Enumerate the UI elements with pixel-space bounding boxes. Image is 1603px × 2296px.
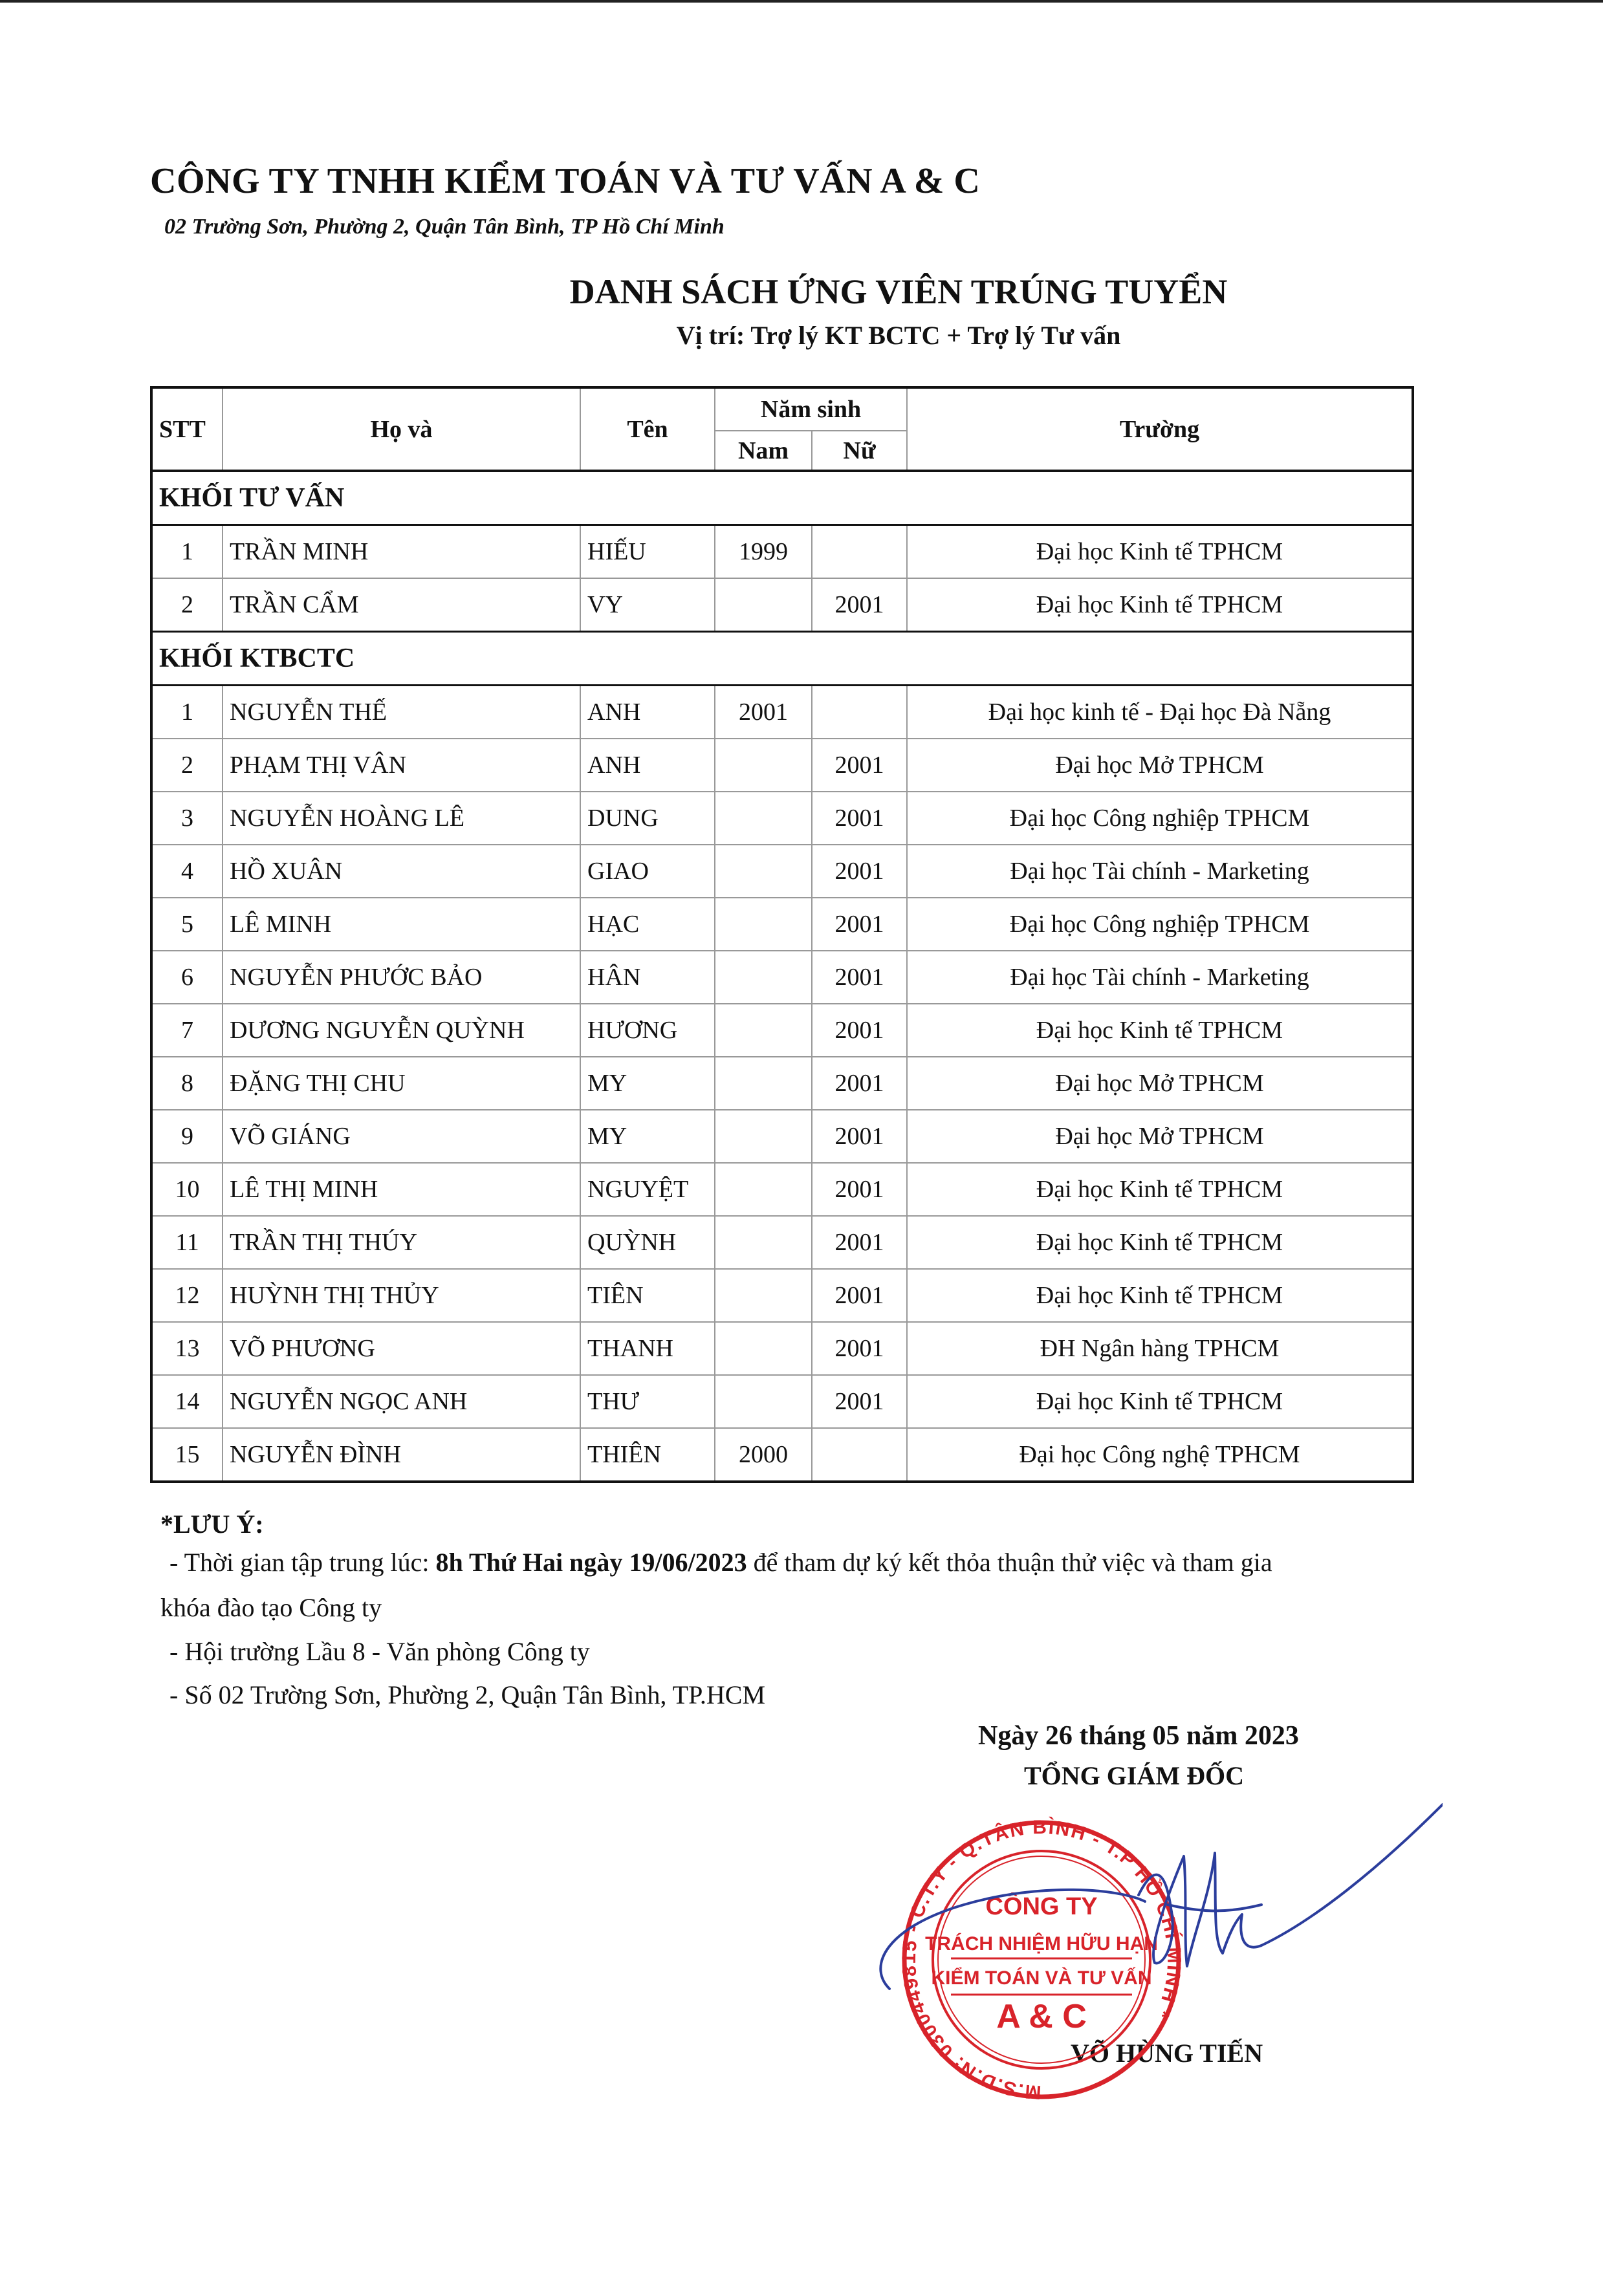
- cell-ten: ANH: [580, 686, 715, 739]
- cell-stt: 5: [151, 898, 223, 951]
- cell-truong: Đại học Mở TPHCM: [907, 739, 1413, 792]
- top-border-line: [0, 0, 1603, 3]
- cell-stt: 11: [151, 1216, 223, 1269]
- note-line-1-prefix: - Thời gian tập trung lúc:: [169, 1548, 436, 1577]
- cell-nu: 2001: [812, 1375, 907, 1428]
- cell-nu: 2001: [812, 1269, 907, 1322]
- cell-stt: 10: [151, 1163, 223, 1216]
- cell-truong: Đại học Kinh tế TPHCM: [907, 1216, 1413, 1269]
- cell-nam: 1999: [715, 525, 812, 579]
- section-title: KHỐI KTBCTC: [151, 632, 1413, 686]
- cell-stt: 3: [151, 792, 223, 845]
- cell-truong: Đại học Kinh tế TPHCM: [907, 1269, 1413, 1322]
- cell-ten: DUNG: [580, 792, 715, 845]
- cell-nu: 2001: [812, 845, 907, 898]
- cell-nu: 2001: [812, 1110, 907, 1163]
- section-title: KHỐI TƯ VẤN: [151, 471, 1413, 525]
- table-row: [151, 686, 1413, 739]
- cell-stt: 12: [151, 1269, 223, 1322]
- cell-stt: 2: [151, 578, 223, 632]
- cell-ten: HIẾU: [580, 525, 715, 579]
- cell-nam: [715, 1004, 812, 1057]
- cell-ho-va: LÊ MINH: [223, 898, 580, 951]
- cell-truong: Đại học Kinh tế TPHCM: [907, 578, 1413, 632]
- document-title: [0, 272, 1603, 312]
- cell-nam: [715, 1110, 812, 1163]
- cell-ten: THANH: [580, 1322, 715, 1375]
- cell-nu: 2001: [812, 1322, 907, 1375]
- cell-nam: 2000: [715, 1428, 812, 1482]
- cell-ten: THƯ: [580, 1375, 715, 1428]
- table-row: [151, 1216, 1413, 1269]
- table-row: [151, 951, 1413, 1004]
- table-row: [151, 1428, 1413, 1482]
- svg-text:A & C: A & C: [996, 1998, 1087, 2035]
- table-header: [151, 387, 1413, 471]
- svg-text:CÔNG TY: CÔNG TY: [985, 1893, 1098, 1920]
- cell-ho-va: TRẦN MINH: [223, 525, 580, 579]
- cell-ten: HƯƠNG: [580, 1004, 715, 1057]
- table-row: [151, 1110, 1413, 1163]
- svg-text:M.S.D.N: 0300449815 - C.T.Y -: M.S.D.N: 0300449815 - C.T.Y - Q.TÂN BÌNH - T.P HỒ CHÍ MINH *: [898, 1816, 1185, 2103]
- cell-ten: HẠC: [580, 898, 715, 951]
- section-row: [151, 632, 1413, 686]
- cell-nam: [715, 898, 812, 951]
- cell-ten: VY: [580, 578, 715, 632]
- position-subtitle-text: Vị trí: Trợ lý KT BCTC + Trợ lý Tư vấn: [676, 321, 1121, 350]
- table-row: [151, 898, 1413, 951]
- header-stt: STT: [151, 387, 223, 471]
- handwritten-signature: [860, 1792, 1443, 2050]
- cell-ten: HÂN: [580, 951, 715, 1004]
- svg-text:KIỂM TOÁN VÀ TƯ VẤN: KIỂM TOÁN VÀ TƯ VẤN: [931, 1967, 1152, 1989]
- table-row: [151, 1163, 1413, 1216]
- note-line-1: [169, 1547, 1272, 1577]
- cell-nu: [812, 1428, 907, 1482]
- cell-nu: 2001: [812, 898, 907, 951]
- cell-nu: 2001: [812, 951, 907, 1004]
- cell-ten: MY: [580, 1110, 715, 1163]
- cell-nu: 2001: [812, 1216, 907, 1269]
- cell-nam: [715, 1269, 812, 1322]
- cell-nu: 2001: [812, 1057, 907, 1110]
- cell-ten: NGUYỆT: [580, 1163, 715, 1216]
- cell-stt: 14: [151, 1375, 223, 1428]
- cell-ten: QUỲNH: [580, 1216, 715, 1269]
- note-line-3: - Số 02 Trường Sơn, Phường 2, Quận Tân Bình, TP.HCM: [169, 1680, 766, 1709]
- cell-ho-va: NGUYỄN ĐÌNH: [223, 1428, 580, 1482]
- table-body-2: [151, 632, 1413, 1482]
- cell-ho-va: DƯƠNG NGUYỄN QUỲNH: [223, 1004, 580, 1057]
- cell-truong: Đại học Tài chính - Marketing: [907, 845, 1413, 898]
- cell-nam: [715, 792, 812, 845]
- cell-stt: 1: [151, 525, 223, 579]
- table-row: [151, 578, 1413, 632]
- cell-nam: [715, 845, 812, 898]
- cell-truong: Đại học Công nghệ TPHCM: [907, 1428, 1413, 1482]
- cell-nu: [812, 686, 907, 739]
- cell-nu: 2001: [812, 1004, 907, 1057]
- cell-stt: 9: [151, 1110, 223, 1163]
- note-title: *LƯU Ý:: [160, 1510, 264, 1539]
- header-nam-sinh: Năm sinh: [715, 387, 907, 431]
- header-ho-va: Họ và: [223, 387, 580, 471]
- note-line-1-time: 8h Thứ Hai ngày 19/06/2023: [435, 1548, 747, 1577]
- table-row: [151, 739, 1413, 792]
- table-row: [151, 1375, 1413, 1428]
- cell-stt: 4: [151, 845, 223, 898]
- cell-stt: 7: [151, 1004, 223, 1057]
- cell-ho-va: LÊ THỊ MINH: [223, 1163, 580, 1216]
- cell-nam: [715, 739, 812, 792]
- signature-date: Ngày 26 tháng 05 năm 2023: [978, 1721, 1299, 1751]
- cell-ho-va: ĐẶNG THỊ CHU: [223, 1057, 580, 1110]
- cell-nam: [715, 1057, 812, 1110]
- cell-nam: [715, 1216, 812, 1269]
- cell-stt: 15: [151, 1428, 223, 1482]
- table-row: [151, 792, 1413, 845]
- cell-nu: [812, 525, 907, 579]
- cell-ten: GIAO: [580, 845, 715, 898]
- cell-truong: Đại học Mở TPHCM: [907, 1110, 1413, 1163]
- cell-stt: 1: [151, 686, 223, 739]
- header-ten: Tên: [580, 387, 715, 471]
- note-line-1-suffix: để tham dự ký kết thỏa thuận thử việc và tham gia: [747, 1548, 1272, 1577]
- cell-nam: [715, 1163, 812, 1216]
- position-subtitle: [0, 320, 1603, 351]
- header-truong: Trường: [907, 387, 1413, 471]
- cell-ho-va: NGUYỄN NGỌC ANH: [223, 1375, 580, 1428]
- cell-ho-va: VÕ PHƯƠNG: [223, 1322, 580, 1375]
- cell-ho-va: NGUYỄN THẾ: [223, 686, 580, 739]
- cell-ten: THIÊN: [580, 1428, 715, 1482]
- cell-truong: Đại học Công nghiệp TPHCM: [907, 898, 1413, 951]
- table-row: [151, 845, 1413, 898]
- cell-stt: 8: [151, 1057, 223, 1110]
- cell-truong: ĐH Ngân hàng TPHCM: [907, 1322, 1413, 1375]
- cell-nam: [715, 1375, 812, 1428]
- signature-role: TỔNG GIÁM ĐỐC: [1024, 1761, 1244, 1790]
- cell-nu: 2001: [812, 1163, 907, 1216]
- signer-name: VÕ HÙNG TIẾN: [1071, 2039, 1263, 2068]
- candidate-table: [150, 386, 1414, 1483]
- cell-truong: Đại học Kinh tế TPHCM: [907, 525, 1413, 579]
- cell-stt: 13: [151, 1322, 223, 1375]
- cell-ten: MY: [580, 1057, 715, 1110]
- cell-nam: 2001: [715, 686, 812, 739]
- cell-truong: Đại học Kinh tế TPHCM: [907, 1004, 1413, 1057]
- table-body: [151, 471, 1413, 632]
- cell-truong: Đại học Kinh tế TPHCM: [907, 1163, 1413, 1216]
- section-row: [151, 471, 1413, 525]
- cell-nam: [715, 578, 812, 632]
- cell-stt: 2: [151, 739, 223, 792]
- svg-text:TRÁCH NHIỆM HỮU HẠN: TRÁCH NHIỆM HỮU HẠN: [925, 1933, 1158, 1955]
- cell-nu: 2001: [812, 792, 907, 845]
- table-row: [151, 1057, 1413, 1110]
- cell-ten: TIÊN: [580, 1269, 715, 1322]
- cell-ho-va: HUỲNH THỊ THỦY: [223, 1269, 580, 1322]
- cell-ten: ANH: [580, 739, 715, 792]
- note-line-2: - Hội trường Lầu 8 - Văn phòng Công ty: [169, 1637, 590, 1666]
- table-row: [151, 1322, 1413, 1375]
- cell-truong: Đại học Mở TPHCM: [907, 1057, 1413, 1110]
- note-line-1-continued: khóa đào tạo Công ty: [160, 1593, 382, 1622]
- cell-ho-va: NGUYỄN PHƯỚC BẢO: [223, 951, 580, 1004]
- table-row: [151, 1004, 1413, 1057]
- cell-truong: Đại học kinh tế - Đại học Đà Nẵng: [907, 686, 1413, 739]
- cell-nam: [715, 951, 812, 1004]
- cell-ho-va: HỒ XUÂN: [223, 845, 580, 898]
- cell-ho-va: TRẦN THỊ THÚY: [223, 1216, 580, 1269]
- cell-ho-va: VÕ GIÁNG: [223, 1110, 580, 1163]
- cell-truong: Đại học Tài chính - Marketing: [907, 951, 1413, 1004]
- company-name: CÔNG TY TNHH KIỂM TOÁN VÀ TƯ VẤN A & C: [150, 161, 981, 201]
- cell-ho-va: NGUYỄN HOÀNG LÊ: [223, 792, 580, 845]
- cell-stt: 6: [151, 951, 223, 1004]
- cell-truong: Đại học Công nghiệp TPHCM: [907, 792, 1413, 845]
- company-address: 02 Trường Sơn, Phường 2, Quận Tân Bình, TP Hồ Chí Minh: [164, 215, 725, 239]
- table-row: [151, 1269, 1413, 1322]
- cell-nu: 2001: [812, 578, 907, 632]
- cell-ho-va: TRẦN CẨM: [223, 578, 580, 632]
- header-nu: Nữ: [812, 431, 907, 471]
- cell-truong: Đại học Kinh tế TPHCM: [907, 1375, 1413, 1428]
- document-title-text: DANH SÁCH ỨNG VIÊN TRÚNG TUYỂN: [569, 272, 1228, 311]
- header-nam: Nam: [715, 431, 812, 471]
- cell-nu: 2001: [812, 739, 907, 792]
- table-row: [151, 525, 1413, 579]
- cell-ho-va: PHẠM THỊ VÂN: [223, 739, 580, 792]
- cell-nam: [715, 1322, 812, 1375]
